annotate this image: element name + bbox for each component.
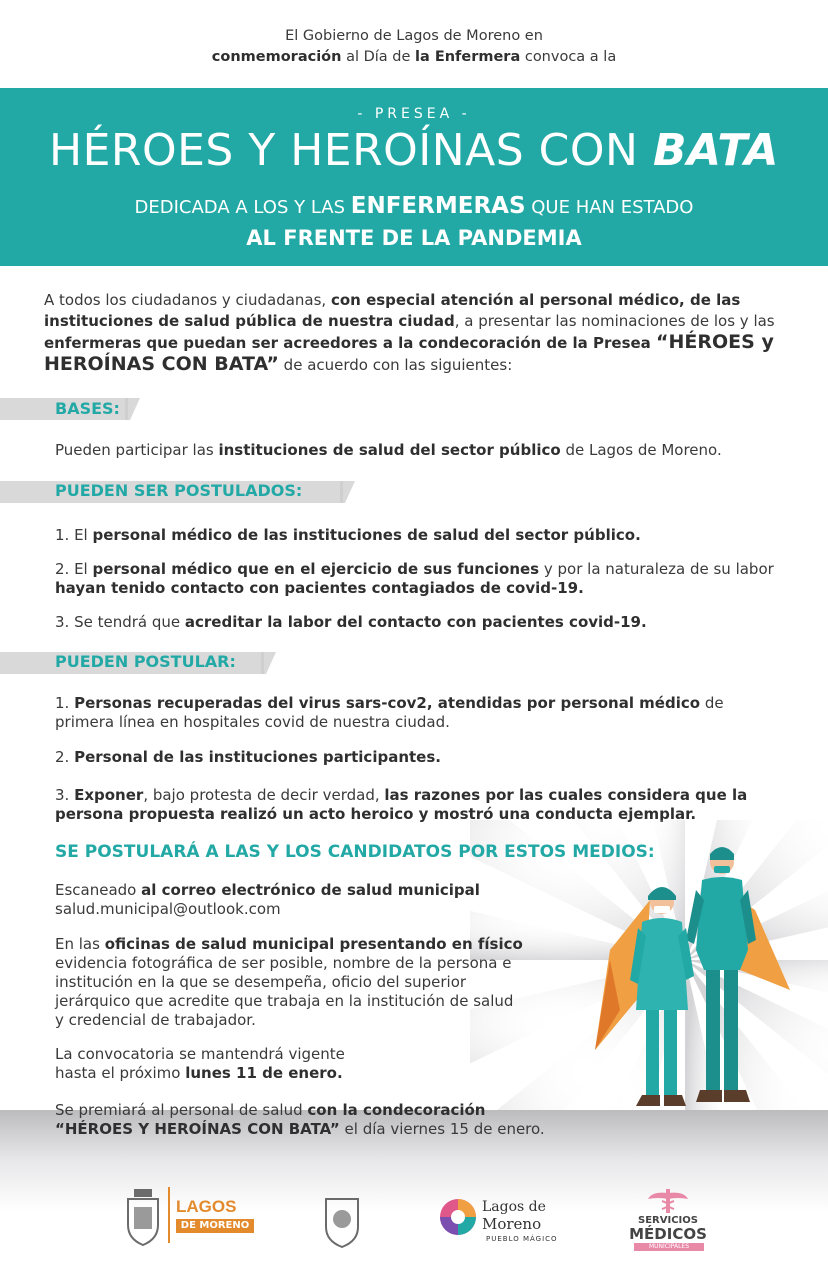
banner-title: HÉROES Y HEROÍNAS CON BATA — [49, 125, 779, 176]
pueblo-magico-text-2: Moreno — [482, 1215, 542, 1233]
pueblo-magico-text-1: Lagos de — [482, 1199, 546, 1215]
intro-text — [0, 26, 828, 68]
postular-heading: PUEDEN POSTULAR: — [55, 652, 236, 671]
logo-divider — [168, 1187, 170, 1243]
servicios-text: SERVICIOS — [638, 1215, 698, 1226]
presea-label: - PRESEA - — [357, 106, 471, 122]
email-address: salud.municipal@outlook.com — [55, 900, 281, 918]
postulados-item-2: 2. El personal médico que en el ejercicio de sus funciones y por la naturaleza de su labor hayan tenido contacto con pacientes contagiados de covid-19. — [55, 560, 774, 597]
lagos-logo-text: LAGOS — [176, 1197, 237, 1216]
postular-item-3: 3. Exponer, bajo protesta de decir verdad, las razones por las cuales considera que la persona propuesta realizó un acto heroico y mostró una conducta ejemplar. — [55, 786, 748, 823]
intro-line-1: El Gobierno de Lagos de Moreno en — [285, 28, 543, 44]
title-banner — [0, 88, 828, 266]
heroes-illustration — [590, 840, 790, 1120]
intro-paragraph: A todos los ciudadanos y ciudadanas, con especial atención al personal médico, de las instituciones de salud pública de nuestra ciudad, a presentar las nominaciones de los y las enfermeras que puedan ser acreedores a la condecoración de la Presea “HÉROES y HEROÍNAS CON BATA” de acuerdo con las siguientes: — [44, 291, 775, 375]
bases-heading: BASES: — [55, 399, 120, 418]
medios-heading: SE POSTULARÁ A LAS Y LOS CANDIDATOS POR ESTOS MEDIOS: — [55, 842, 655, 862]
lagos-logo-subtext: DE MORENO — [176, 1219, 254, 1233]
bases-text: Pueden participar las instituciones de salud del sector público de Lagos de Moreno. — [55, 441, 722, 459]
pueblo-magico-text-3: PUEBLO MÁGICO — [486, 1235, 558, 1243]
municipales-text: MUNICIPALES — [634, 1243, 704, 1251]
intro-line-2: conmemoración al Día de la Enfermera convoca a la — [211, 49, 617, 65]
medios-item-1: Escaneado al correo electrónico de salud municipal salud.municipal@outlook.com — [55, 881, 480, 918]
medios-item-3: La convocatoria se mantendrá vigente hasta el próximo lunes 11 de enero. — [55, 1045, 345, 1082]
banner-subtitle: DEDICADA A LOS Y LAS ENFERMERAS QUE HAN ESTADO — [134, 193, 694, 219]
caduceus-icon — [646, 1189, 690, 1213]
logos-row — [0, 1185, 828, 1255]
postular-item-2: 2. Personal de las instituciones participantes. — [55, 748, 441, 766]
coat-of-arms-icon — [322, 1191, 362, 1249]
pueblo-magico-icon — [438, 1197, 478, 1237]
postulados-item-1: 1. El personal médico de las instituciones de salud del sector público. — [55, 526, 641, 544]
banner-subtitle-2: AL FRENTE DE LA PANDEMIA — [246, 226, 582, 250]
municipal-shield-icon — [122, 1185, 164, 1247]
postulados-item-3: 3. Se tendrá que acreditar la labor del contacto con pacientes covid-19. — [55, 613, 647, 631]
medios-item-4: Se premiará al personal de salud con la condecoración “HÉROES Y HEROÍNAS CON BATA” el día viernes 15 de enero. — [55, 1101, 545, 1138]
medicos-text: MÉDICOS — [629, 1225, 707, 1243]
postulados-heading: PUEDEN SER POSTULADOS: — [55, 481, 303, 500]
postular-item-1: 1. Personas recuperadas del virus sars-cov2, atendidas por personal médico de primera línea en hospitales covid de nuestra ciudad. — [55, 694, 724, 731]
medios-item-2: En las oficinas de salud municipal presentando en físico evidencia fotográfica de ser posible, nombre de la persona e institución en la que se desempeña, oficio del superior jerárquico que acredite que trabaja en la institución de salud y credencial de trabajador. — [55, 935, 523, 1029]
